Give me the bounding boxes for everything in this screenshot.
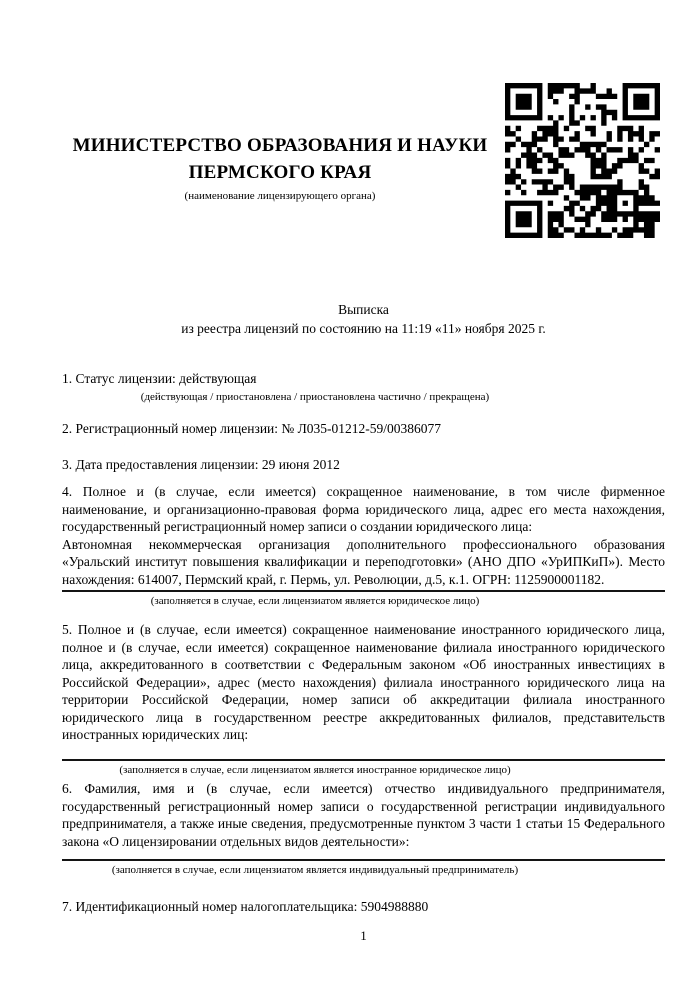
qr-code-image (505, 83, 660, 238)
item-entrepreneur (62, 780, 665, 877)
rule-entrepreneur (62, 859, 665, 861)
entrepreneur-caption: (заполняется в случае, если лицензиатом является индивидуальный предприниматель) (111, 864, 519, 876)
legal-entity-label: 4. Полное и (в случае, если имеется) сокращенное наименование, в том числе фирменное наименование, и организационно-правовая форма юридического лица, адрес его места нахождения, государственный регистрационный номер записи о создании юридического лица: (62, 484, 665, 534)
legal-entity-value: Автономная некоммерческая организация дополнительного профессионального образования «Уральский институт повышения квалификации и переподготовки» (АНО ДПО «УрИПКиП»). Место нахождения: 614007, Пермский край, г. Пермь, ул. Революции, д.5, к.1. ОГРН: 1125900001182. (62, 536, 665, 587)
foreign-entity-label: 5. Полное и (в случае, если имеется) сокращенное наименование иностранного юридического лица, полное и (в случае, если имеется) сокращенное наименование филиала иностранного юридического лица, аккредитованного в соответствии с Федеральным законом «Об иностранных инвестициях в Российской Федерации», адрес (место нахождения) филиала иностранного юридического лица на территории Российской Федерации, номер записи об аккредитации филиала иностранного юридического лица в государственном реестре аккредитованных филиалов, представительств иностранных юридических лиц: (62, 622, 665, 742)
item-taxpayer-id: 7. Идентификационный номер налогоплательщика: 5904988880 (62, 899, 429, 914)
item-foreign-entity (62, 621, 665, 777)
ministry-name-line2: ПЕРМСКОГО КРАЯ (188, 162, 372, 183)
page-number: 1 (360, 928, 367, 943)
title-line1: Выписка (338, 302, 389, 317)
document-title (62, 301, 665, 338)
item-license-status (62, 370, 665, 404)
rule-foreign-entity (62, 759, 665, 761)
legal-entity-caption: (заполняется в случае, если лицензиатом является юридическое лицо) (150, 595, 480, 607)
license-status-options-caption: (действующая / приостановлена / приостановлена частично / прекращена) (140, 390, 490, 403)
qr-code-icon (505, 83, 660, 238)
item-grant-date: 3. Дата предоставления лицензии: 29 июня 2012 (62, 457, 340, 472)
letterhead (62, 132, 498, 203)
foreign-entity-caption: (заполняется в случае, если лицензиатом является иностранное юридическое лицо) (119, 763, 511, 776)
ministry-name-line1: МИНИСТЕРСТВО ОБРАЗОВАНИЯ И НАУКИ (72, 135, 488, 156)
licensing-authority-caption: (наименование лицензирующего органа) (184, 190, 376, 202)
rule-legal-entity (62, 590, 665, 592)
item-legal-entity (62, 483, 665, 608)
item-registration-number: 2. Регистрационный номер лицензии: № Л035-01212-59/00386077 (62, 421, 442, 436)
license-status-text: 1. Статус лицензии: действующая (62, 371, 257, 386)
entrepreneur-label: 6. Фамилия, имя и (в случае, если имеется) отчество индивидуального предпринимателя, государственный регистрационный номер записи о государственной регистрации индивидуального предпринимателя, а также иные сведения, предусмотренные пунктом 3 части 1 статьи 15 Федерального закона «О лицензировании отдельных видов деятельности»: (62, 781, 665, 849)
title-line2: из реестра лицензий по состоянию на 11:19 «11» ноября 2025 г. (181, 320, 546, 336)
